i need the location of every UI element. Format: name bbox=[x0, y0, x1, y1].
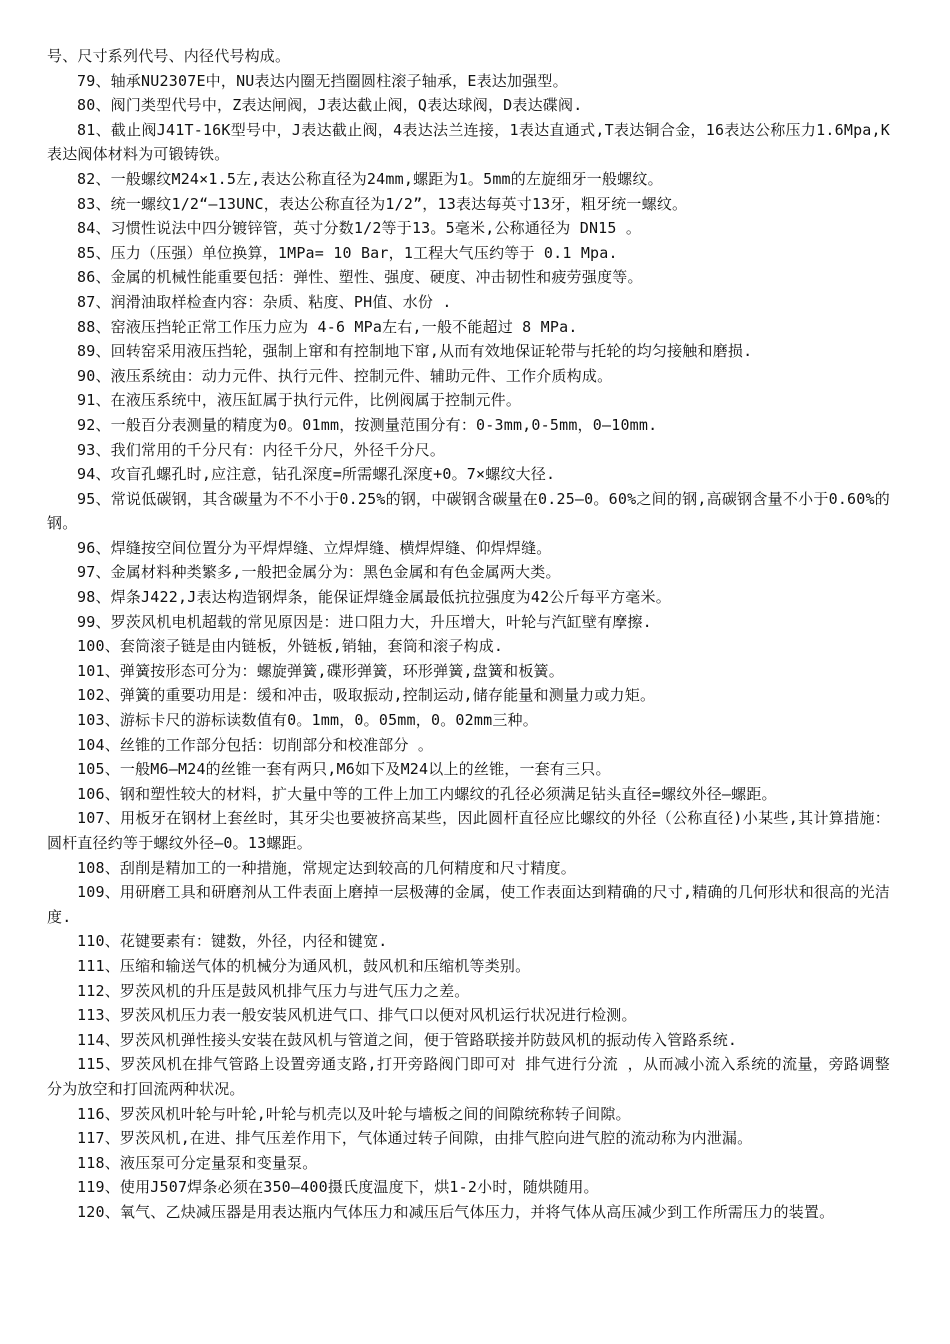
paragraph-96: 96、焊缝按空间位置分为平焊焊缝、立焊焊缝、横焊焊缝、仰焊焊缝。 bbox=[77, 538, 552, 557]
paragraph-95: 95、常说低碳钢，其含碳量为不不小于0.25%的钢，中碳钢含碳量在0.25—0。60%之间的钢,高碳钢含量不小于0.60%的钢。 bbox=[47, 489, 890, 533]
paragraph-118: 118、液压泵可分定量泵和变量泵。 bbox=[77, 1153, 318, 1172]
paragraph-86: 86、金属的机械性能重要包括：弹性、塑性、强度、硬度、冲击韧性和疲劳强度等。 bbox=[77, 268, 643, 287]
paragraph-88: 88、窑液压挡轮正常工作压力应为 4-6 MPa左右,一般不能超过 8 MPa. bbox=[77, 317, 578, 336]
paragraph-104: 104、丝锥的工作部分包括：切削部分和校准部分 。 bbox=[77, 735, 434, 754]
paragraph-99: 99、罗茨风机电机超载的常见原因是：进口阻力大，升压增大，叶轮与汽缸壁有摩擦. bbox=[77, 612, 652, 631]
paragraph-116: 116、罗茨风机叶轮与叶轮,叶轮与机壳以及叶轮与墙板之间的间隙统称转子间隙。 bbox=[77, 1104, 631, 1123]
paragraph-92: 92、一般百分表测量的精度为0。01mm，按测量范围分有：0-3mm,0-5mm，0—10mm. bbox=[77, 415, 658, 434]
paragraph-90: 90、液压系统由：动力元件、执行元件、控制元件、辅助元件、工作介质构成。 bbox=[77, 366, 613, 385]
paragraph-80: 80、阀门类型代号中，Z表达闸阀，J表达截止阀，Q表达球阀，D表达碟阀. bbox=[77, 96, 583, 115]
paragraph-100: 100、套筒滚子链是由内链板，外链板,销轴，套筒和滚子构成. bbox=[77, 637, 504, 656]
paragraph-113: 113、罗茨风机压力表一般安装风机进气口、排气口以便对风机运行状况进行检测。 bbox=[77, 1006, 637, 1025]
paragraph-114: 114、罗茨风机弹性接头安装在鼓风机与管道之间，便于管路联接并防鼓风机的振动传入管路系统. bbox=[77, 1030, 738, 1049]
paragraph-101: 101、弹簧按形态可分为：螺旋弹簧,碟形弹簧，环形弹簧,盘簧和板簧。 bbox=[77, 661, 564, 680]
paragraph-110: 110、花键要素有：键数，外径，内径和键宽. bbox=[77, 932, 388, 951]
paragraph-91: 91、在液压系统中，液压缸属于执行元件，比例阀属于控制元件。 bbox=[77, 391, 522, 410]
paragraph-107: 107、用板牙在钢材上套丝时，其牙尖也要被挤高某些，因此圆杆直径应比螺纹的外径（公称直径)小某些,其计算措施：圆杆直径约等于螺纹外径—0。13螺距。 bbox=[47, 809, 890, 852]
paragraph-81: 81、截止阀J41T-16K型号中，J表达截止阀，4表达法兰连接，1表达直通式,T表达铜合金，16表达公称压力1.6Mpa,K表达阀体材料为可锻铸铁。 bbox=[47, 120, 890, 164]
paragraph-103: 103、游标卡尺的游标读数值有0。1mm，0。05mm，0。02mm三种。 bbox=[77, 711, 538, 730]
paragraph-119: 119、使用J507焊条必须在350—400摄氏度温度下，烘1-2小时，随烘随用。 bbox=[77, 1178, 599, 1197]
paragraph-87: 87、润滑油取样检查内容：杂质、粘度、PH值、水份 . bbox=[77, 292, 452, 311]
paragraph-continuation: 号、尺寸系列代号、内径代号构成。 bbox=[47, 47, 291, 65]
paragraph-85: 85、压力（压强）单位换算，1MPa= 10 Bar，1工程大气压约等于 0.1 Mpa. bbox=[77, 243, 618, 262]
paragraph-112: 112、罗茨风机的升压是鼓风机排气压力与进气压力之差。 bbox=[77, 981, 470, 1000]
paragraph-79: 79、轴承NU2307E中，NU表达内圈无挡圈圆柱滚子轴承，E表达加强型。 bbox=[77, 71, 568, 90]
paragraph-89: 89、回转窑采用液压挡轮，强制上窜和有控制地下窜,从而有效地保证轮带与托轮的均匀接触和磨损. bbox=[77, 342, 753, 361]
paragraph-109: 109、用研磨工具和研磨剂从工件表面上磨掉一层极薄的金属，使工作表面达到精确的尺寸,精确的几何形状和很高的光洁度. bbox=[47, 883, 890, 926]
paragraph-82: 82、一般螺纹M24×1.5左,表达公称直径为24mm,螺距为1。5mm的左旋细牙一般螺纹。 bbox=[77, 169, 663, 188]
paragraph-105: 105、一般M6—M24的丝锥一套有两只,M6如下及M24以上的丝锥，一套有三只。 bbox=[77, 760, 611, 779]
paragraph-84: 84、习惯性说法中四分镀锌管，英寸分数1/2等于13。5毫米,公称通径为 DN15 。 bbox=[77, 219, 642, 238]
paragraph-117: 117、罗茨风机,在进、排气压差作用下，气体通过转子间隙，由排气腔向进气腔的流动称为内泄漏。 bbox=[77, 1129, 753, 1148]
paragraph-98: 98、焊条J422,J表达构造钢焊条，能保证焊缝金属最低抗拉强度为42公斤每平方毫米。 bbox=[77, 588, 671, 607]
paragraph-120: 120、氧气、乙炔减压器是用表达瓶内气体压力和减压后气体压力，并将气体从高压减少到工作所需压力的装置。 bbox=[77, 1202, 835, 1221]
paragraph-97: 97、金属材料种类繁多,一般把金属分为：黑色金属和有色金属两大类。 bbox=[77, 563, 561, 582]
paragraph-106: 106、钢和塑性较大的材料，扩大量中等的工件上加工内螺纹的孔径必须满足钻头直径=螺纹外径—螺距。 bbox=[77, 784, 777, 803]
paragraph-93: 93、我们常用的千分尺有：内径千分尺，外径千分尺。 bbox=[77, 440, 446, 459]
paragraph-102: 102、弹簧的重要功用是：缓和冲击，吸取振动,控制运动,储存能量和测量力或力矩。 bbox=[77, 686, 656, 705]
paragraph-115: 115、罗茨风机在排气管路上设置旁通支路,打开旁路阀门即可对 排气进行分流 ，从而减小流入系统的流量，旁路调整分为放空和打回流两种状况。 bbox=[47, 1055, 890, 1098]
paragraph-94: 94、攻盲孔螺孔时,应注意，钻孔深度=所需螺孔深度+0。7×螺纹大径. bbox=[77, 465, 556, 484]
paragraph-111: 111、压缩和输送气体的机械分为通风机，鼓风机和压缩机等类别。 bbox=[77, 956, 531, 975]
paragraph-83: 83、统一螺纹1/2“—13UNC，表达公称直径为1/2”，13表达每英寸13牙，粗牙统一螺纹。 bbox=[77, 194, 688, 213]
paragraph-108: 108、刮削是精加工的一种措施，常规定达到较高的几何精度和尺寸精度。 bbox=[77, 858, 576, 877]
